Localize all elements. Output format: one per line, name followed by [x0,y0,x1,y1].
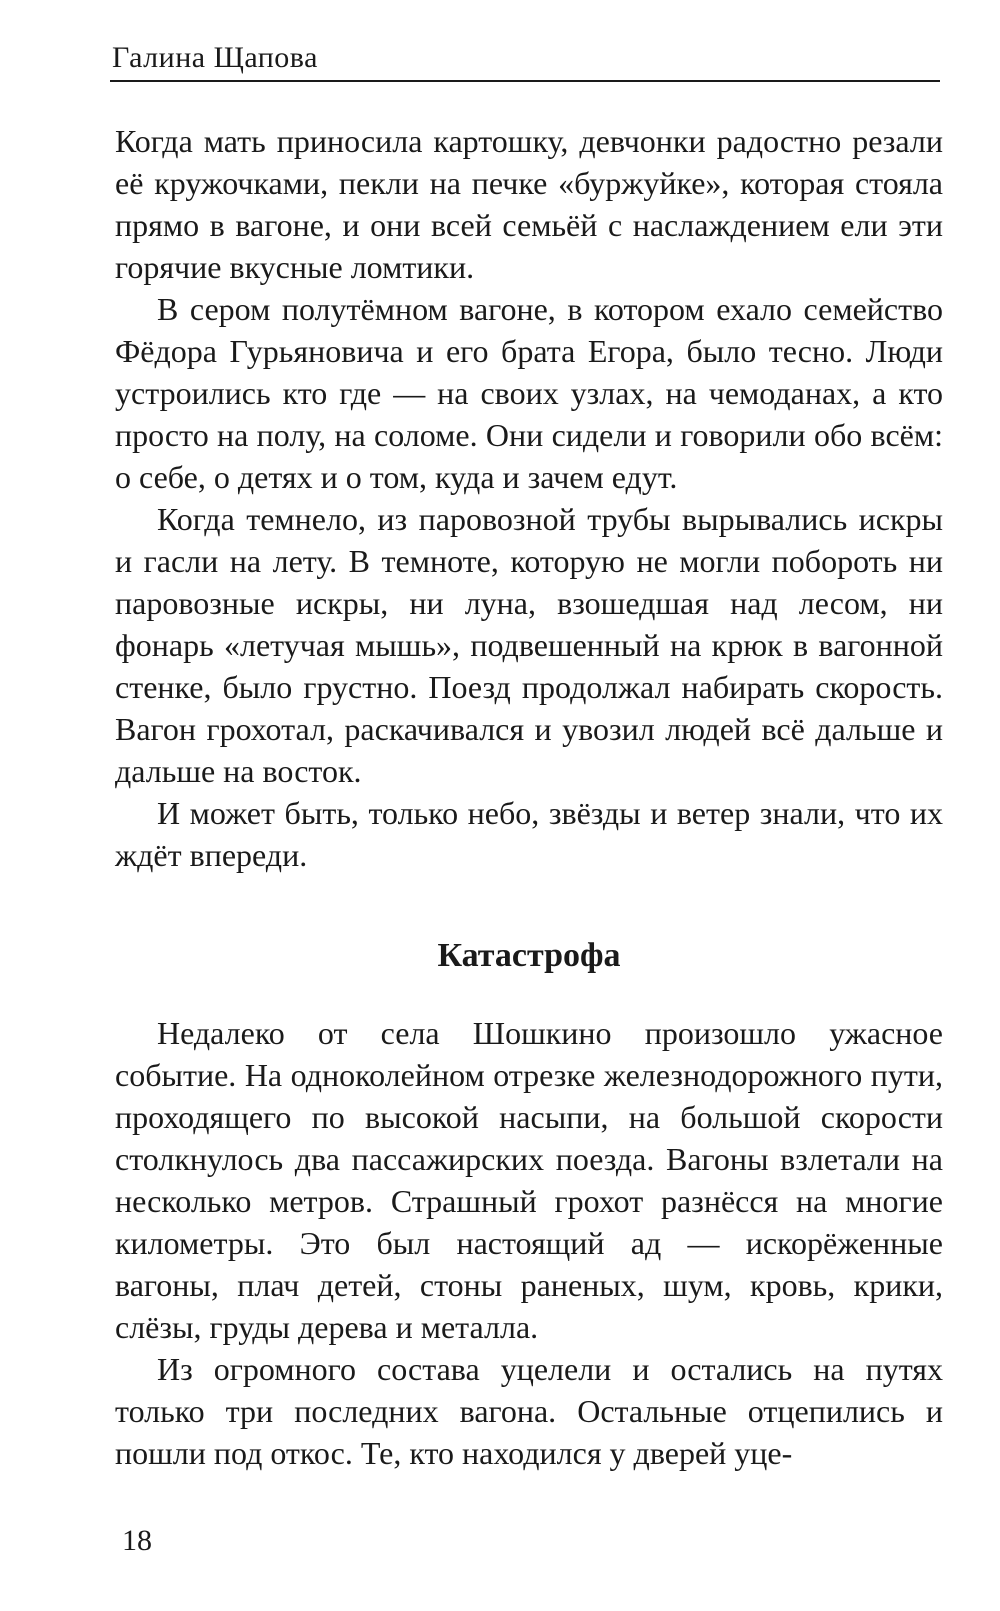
paragraph: И может быть, только небо, звёзды и ветер знали, что их ждёт впереди. [115,795,943,873]
paragraph: В сером полутёмном вагоне, в котором ехало семейство Фёдора Гурьяновича и его брата Егора, было тесно. Люди устроились кто где — на своих узлах, на чемоданах, а кто просто на полу, на соломе. Они сидели и говорили обо всём: о себе, о детях и о том, куда и зачем едут. [115,291,943,495]
running-head-author: Галина Щапова [112,41,318,74]
chapter-text [115,1012,943,1474]
section-text-continued [115,120,943,876]
paragraph: Когда темнело, из паровозной трубы вырывались искры и гасли на лету. В темноте, которую не могли побороть ни паровозные искры, ни луна, взошедшая над лесом, ни фонарь «летучая мышь», подвешенный на крюк в вагонной стенке, было грустно. Поезд продолжал набирать скорость. Вагон грохотал, раскачивался и увозил людей всё дальше и дальше на восток. [115,501,943,789]
paragraph: Недалеко от села Шошкино произошло ужасное событие. На одноколейном отрезке железнодорожного пути, проходящего по высокой насыпи, на большой скорости столкнулось два пассажирских поезда. Вагоны взлетали на несколько метров. Страшный грохот разнёсся на многие километры. Это был настоящий ад — искорёженные вагоны, плач детей, стоны раненых, шум, кровь, крики, слёзы, груды дерева и металла. [115,1015,943,1345]
page-number: 18 [122,1524,152,1557]
chapter-title: Катастрофа [437,937,621,974]
paragraph: Когда мать приносила картошку, девчонки радостно резали её кружочками, пекли на печке «буржуйке», которая стояла прямо в вагоне, и они всей семьёй с наслаждением ели эти горячие вкусные ломтики. [115,123,943,285]
header-rule [110,80,940,82]
paragraph: Из огромного состава уцелели и остались на путях только три последних вагона. Остальные отцепились и пошли под откос. Те, кто находился у дверей уце- [115,1351,943,1471]
